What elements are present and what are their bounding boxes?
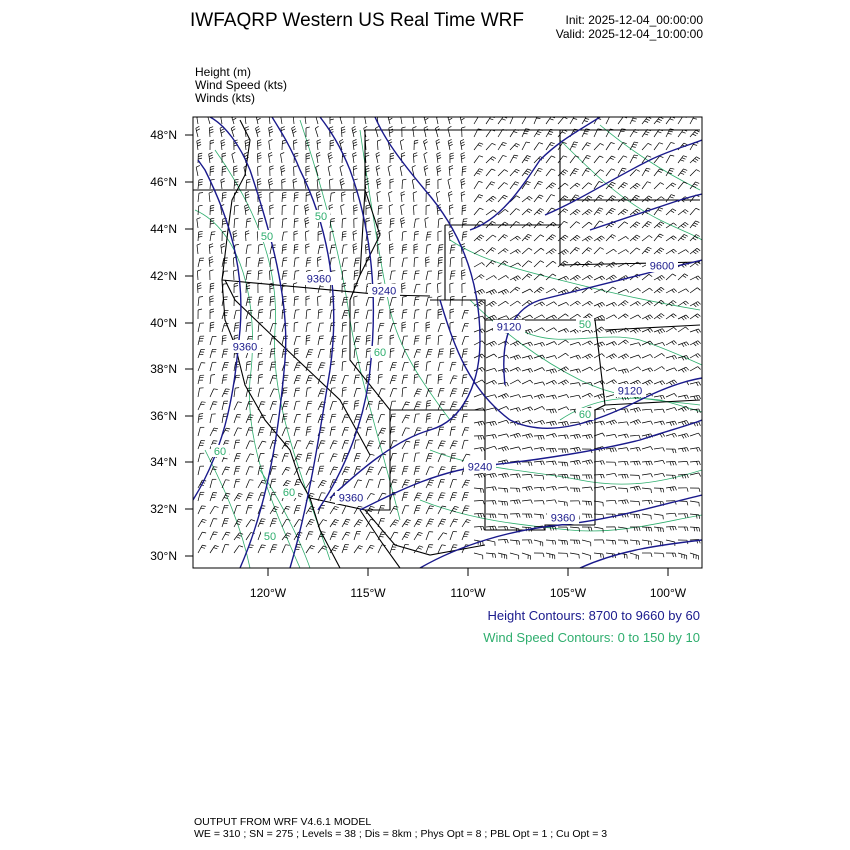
wind-barb-staff <box>330 180 331 189</box>
wind-barb-flag <box>260 523 264 524</box>
wind-barb-flag <box>452 547 456 548</box>
wind-barb-flag <box>452 419 456 420</box>
lat-label: 32°N <box>150 502 177 516</box>
wind-speed-label <box>280 486 298 499</box>
wind-speed-label-text: 60 <box>373 347 387 359</box>
wind-speed-label <box>371 346 389 359</box>
wind-barb-flag <box>439 247 443 248</box>
wind-barb-flag <box>417 404 421 405</box>
wind-barb-flag <box>367 232 371 233</box>
wind-barb-flag <box>261 402 265 403</box>
wind-barb-flag <box>355 406 359 407</box>
wind-barb-flag <box>453 378 457 379</box>
wind-barb-flag <box>334 532 338 533</box>
wind-barb-flag <box>436 113 440 115</box>
wind-barb-flag <box>249 467 253 468</box>
height-label <box>614 384 646 398</box>
wind-barb-flag <box>388 113 392 115</box>
wind-barb-flag <box>524 133 528 134</box>
wind-barb-flag <box>463 232 467 233</box>
wind-barb-flag <box>307 388 311 389</box>
wind-barb-staff <box>234 271 235 280</box>
wind-barb-flag <box>330 114 334 115</box>
wind-barb-flag <box>567 502 568 506</box>
lon-label: 105°W <box>549 586 587 600</box>
wind-barb-flag <box>368 417 372 418</box>
wind-barb-flag <box>465 508 469 509</box>
wind-barb-staff <box>414 258 415 267</box>
lon-label: 115°W <box>350 586 386 600</box>
wind-speed-label-text: 60 <box>282 487 296 499</box>
wind-barb-flag <box>247 323 251 324</box>
wind-barb-flag <box>297 363 301 364</box>
wind-barb-flag <box>413 114 417 116</box>
wind-barb-flag <box>368 419 372 420</box>
wind-speed-label-text: 60 <box>213 446 227 458</box>
wind-barb-staff <box>234 167 235 176</box>
wind-barb-flag <box>364 113 368 115</box>
wind-barb-flag <box>235 388 239 389</box>
wind-barb-flag <box>321 493 325 494</box>
wind-barb-flag <box>245 114 249 116</box>
wind-barb-flag <box>269 114 273 116</box>
wind-barb-flag <box>463 377 467 378</box>
wind-barb-flag <box>247 325 251 326</box>
wind-barb-flag <box>355 403 359 404</box>
wind-barb-staff <box>294 206 295 215</box>
wind-barb-flag <box>213 441 217 442</box>
height-label-text: 9120 <box>617 385 643 398</box>
wind-barb-flag <box>281 114 285 116</box>
wind-barb-staff <box>462 167 463 176</box>
wind-barb-flag <box>320 536 324 537</box>
wind-barb-flag <box>440 404 444 405</box>
wind-speed-label-text: 50 <box>260 231 274 243</box>
wind-barb-flag <box>454 402 458 403</box>
valid-time: Valid: 2025-12-04_10:00:00 <box>555 27 703 41</box>
wind-barb-flag <box>403 312 407 313</box>
wind-barb-flag <box>345 415 349 416</box>
wind-barb-staff <box>390 258 391 267</box>
wind-barb-flag <box>250 480 254 481</box>
wind-barb-flag <box>259 362 263 363</box>
wind-barb-flag <box>393 480 397 481</box>
height-label-text: 9360 <box>338 492 364 505</box>
wind-barb-staff <box>342 154 343 163</box>
wind-barb-flag <box>627 528 628 532</box>
wind-barb-flag <box>447 113 450 115</box>
wind-barb-flag <box>355 312 359 313</box>
wind-speed-label-text: 60 <box>578 409 592 421</box>
lat-label: 46°N <box>150 175 177 189</box>
wind-barb-flag <box>427 310 431 311</box>
wind-barb-flag <box>400 113 404 115</box>
height-contour-legend: Height Contours: 8700 to 9660 by 60 <box>487 608 700 623</box>
wind-barb-staff <box>282 310 283 319</box>
height-label <box>464 460 496 474</box>
height-label-text: 9600 <box>649 260 675 273</box>
wind-barb-flag <box>369 415 373 416</box>
wind-barb-flag <box>295 258 299 259</box>
wind-barb-staff <box>270 271 271 280</box>
wind-barb-flag <box>261 521 265 522</box>
wind-barb-flag <box>248 497 252 498</box>
height-label <box>493 320 525 334</box>
height-label <box>335 491 367 505</box>
wind-barb-flag <box>231 113 234 115</box>
wind-barb-staff <box>318 297 319 306</box>
lat-label: 38°N <box>150 362 177 376</box>
height-label <box>229 340 261 354</box>
height-label-text: 9240 <box>467 461 493 474</box>
wind-speed-contour-legend: Wind Speed Contours: 0 to 150 by 10 <box>483 630 700 645</box>
wind-barb-flag <box>202 402 206 403</box>
wind-barb-flag <box>465 532 469 533</box>
wind-barb-flag <box>441 495 445 496</box>
wind-speed-label <box>576 408 594 421</box>
wind-barb-flag <box>648 541 649 545</box>
wind-barb-flag <box>213 467 217 468</box>
wind-barb-flag <box>296 367 300 368</box>
wind-barb-flag <box>339 113 342 115</box>
variable-height: Height (m) <box>195 65 252 79</box>
wind-barb-staff <box>342 362 343 371</box>
variable-wind-speed: Wind Speed (kts) <box>195 78 288 92</box>
wind-barb-flag <box>463 237 467 238</box>
wind-barb-flag <box>213 402 217 403</box>
wind-barb-flag <box>355 401 359 402</box>
wind-speed-label <box>576 318 594 331</box>
wind-barb-flag <box>293 114 297 115</box>
lat-label: 36°N <box>150 409 177 423</box>
wind-speed-label <box>211 445 229 458</box>
wind-barb-staff <box>414 206 415 215</box>
wind-barb-flag <box>256 113 260 115</box>
wind-barb-flag <box>333 534 337 535</box>
wind-speed-label-text: 50 <box>314 211 328 223</box>
wind-barb-flag <box>220 113 224 115</box>
model-info-line1: OUTPUT FROM WRF V4.6.1 MODEL <box>194 816 372 828</box>
wind-barb-staff <box>582 501 591 502</box>
wind-barb-staff <box>402 284 403 293</box>
wind-barb-flag <box>463 234 467 235</box>
wind-barb-flag <box>305 114 309 116</box>
wind-barb-flag <box>355 310 359 311</box>
wind-barb-flag <box>564 502 565 506</box>
height-label-text: 9360 <box>232 341 258 354</box>
variable-winds: Winds (kts) <box>195 91 255 105</box>
wind-barb-flag <box>514 116 518 117</box>
height-label <box>303 272 335 286</box>
wind-barb-flag <box>212 469 216 470</box>
wind-barb-staff <box>342 193 343 202</box>
lat-label: 34°N <box>150 455 177 469</box>
init-time: Init: 2025-12-04_00:00:00 <box>565 13 703 27</box>
height-label-text: 9120 <box>496 321 522 334</box>
wind-barb-flag <box>454 376 458 377</box>
wind-barb-flag <box>439 250 443 251</box>
wind-barb-flag <box>463 375 467 376</box>
model-info-line2: WE = 310 ; SN = 275 ; Levels = 38 ; Dis = 8km ; Phys Opt = 8 ; PBL Opt = 1 ; Cu Opt = 3 <box>194 828 608 840</box>
height-label <box>646 259 678 273</box>
wind-barb-staff <box>378 336 379 345</box>
chart-title: IWFAQRP Western US Real Time WRF <box>190 10 524 31</box>
lat-label: 42°N <box>150 269 177 283</box>
wind-barb-flag <box>223 284 227 285</box>
wind-barb-flag <box>463 536 467 537</box>
wind-barb-staff <box>390 349 391 358</box>
wind-barb-staff <box>366 245 367 254</box>
wind-barb-staff <box>438 284 439 293</box>
wind-barb-flag <box>441 469 445 470</box>
wind-barb-staff <box>630 514 639 515</box>
height-label <box>368 284 400 298</box>
wind-barb-flag <box>197 114 201 116</box>
wind-barb-flag <box>464 510 468 511</box>
wind-barb-staff <box>294 245 295 254</box>
lon-label: 110°W <box>450 586 486 600</box>
lon-label: 120°W <box>249 586 287 600</box>
wind-barb-flag <box>415 310 419 311</box>
wind-barb-flag <box>417 402 421 403</box>
lat-label: 44°N <box>150 222 177 236</box>
wind-barb-staff <box>426 258 427 267</box>
wind-barb-flag <box>424 113 427 115</box>
wind-speed-label <box>261 530 279 543</box>
wind-speed-label-text: 50 <box>263 531 277 543</box>
wind-barb-flag <box>439 245 443 246</box>
wind-barb-staff <box>330 349 331 358</box>
height-label <box>547 511 579 525</box>
wind-barb-flag <box>321 389 325 390</box>
wind-barb-flag <box>418 428 422 429</box>
wind-barb-flag <box>321 441 325 442</box>
wind-barb-staff <box>402 180 403 189</box>
wind-barb-flag <box>320 367 324 368</box>
wind-barb-staff <box>618 488 627 489</box>
wind-barb-flag <box>430 493 434 494</box>
wind-barb-flag <box>295 271 299 272</box>
lat-label: 30°N <box>150 549 177 563</box>
wind-barb-flag <box>651 541 652 545</box>
wind-speed-label <box>312 210 330 223</box>
wind-barb-flag <box>381 389 385 390</box>
wind-speed-label-text: 50 <box>578 319 592 331</box>
wind-barb-flag <box>316 113 320 115</box>
height-label-text: 9360 <box>306 273 332 286</box>
wind-barb-flag <box>460 113 464 115</box>
wind-barb-flag <box>403 310 407 311</box>
wind-barb-flag <box>248 419 252 420</box>
lon-label: 100°W <box>649 586 687 600</box>
height-label-text: 9240 <box>371 285 397 298</box>
wind-barb-flag <box>354 114 358 115</box>
wind-barb-flag <box>321 391 325 392</box>
height-label-text: 9360 <box>550 512 576 525</box>
lat-label: 48°N <box>150 128 177 142</box>
wind-speed-label <box>258 230 276 243</box>
wind-barb-flag <box>536 118 540 119</box>
wind-barb-flag <box>207 113 210 115</box>
wind-barb-flag <box>377 114 381 115</box>
longitude-axis <box>250 568 687 600</box>
latitude-axis <box>150 128 193 563</box>
wind-barb-flag <box>465 506 469 507</box>
lat-label: 40°N <box>150 316 177 330</box>
wind-barb-flag <box>441 493 445 494</box>
wind-barb-flag <box>321 363 325 364</box>
